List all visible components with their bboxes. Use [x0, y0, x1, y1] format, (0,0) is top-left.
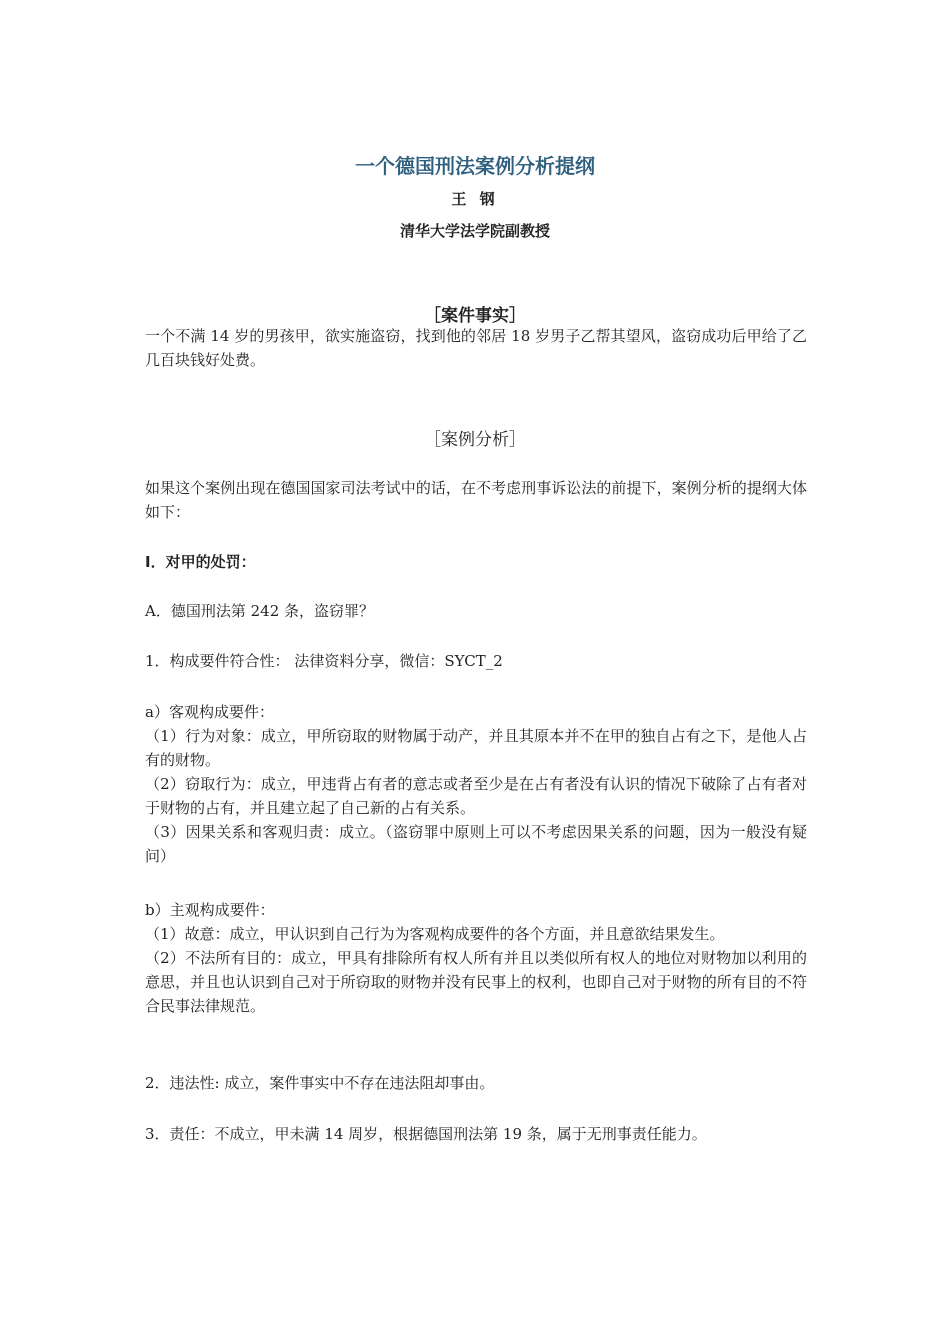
- objective-item-1: （1）行为对象：成立，甲所窃取的财物属于动产，并且其原本并不在甲的独自占有之下，是他人占有的财物。: [145, 727, 807, 769]
- intro-paragraph: 如果这个案例出现在德国国家司法考试中的话，在不考虑刑事诉讼法的前提下，案例分析的提纲大体如下：: [145, 479, 807, 521]
- author-name: 王 钢: [451, 190, 499, 208]
- objective-elements-block: [145, 700, 807, 868]
- document-title: 一个德国刑法案例分析提纲: [355, 154, 595, 178]
- author-affiliation: 清华大学法学院副教授: [399, 222, 550, 240]
- subjective-elements-heading: b）主观构成要件：: [145, 901, 275, 919]
- facts-paragraph: 一个不满 14 岁的男孩甲，欲实施盗窃，找到他的邻居 18 岁男子乙帮其望风，盗窃成功后甲给了乙几百块钱好处费。: [145, 327, 807, 369]
- subjective-item-2: （2）不法所有目的：成立，甲具有排除所有权人所有并且以类似所有权人的地位对财物加以利用的意思，并且也认识到自己对于所窃取的财物并没有民事上的权利，也即自己对于财物的所有目的不符合民事法律规范。: [145, 949, 807, 1015]
- objective-elements-heading: a）客观构成要件：: [145, 703, 274, 721]
- section-A-heading: A．德国刑法第 242 条，盗窃罪？: [145, 602, 375, 620]
- section-3-paragraph: 3．责任：不成立，甲未满 14 周岁，根据德国刑法第 19 条，属于无刑事责任能力。: [145, 1125, 707, 1143]
- section-2-paragraph: 2．违法性: 成立，案件事实中不存在违法阻却事由。: [145, 1074, 495, 1092]
- objective-item-2: （2）窃取行为：成立，甲违背占有者的意志或者至少是在占有者没有认识的情况下破除了占有者对于财物的占有，并且建立起了自己新的占有关系。: [145, 775, 807, 817]
- analysis-heading: ［案例分析］: [424, 430, 526, 450]
- section-1-heading: 1．构成要件符合性： 法律资料分享，微信：SYCT_2: [145, 652, 503, 670]
- objective-item-3: （3）因果关系和客观归责：成立。（盗窃罪中原则上可以不考虑因果关系的问题，因为一般没有疑问）: [145, 823, 807, 865]
- facts-heading: ［案件事实］: [424, 306, 526, 326]
- section-I-heading: I．对甲的处罚：: [145, 553, 256, 571]
- subjective-elements-block: [145, 898, 807, 1018]
- subjective-item-1: （1）故意：成立，甲认识到自己行为为客观构成要件的各个方面，并且意欲结果发生。: [145, 925, 725, 943]
